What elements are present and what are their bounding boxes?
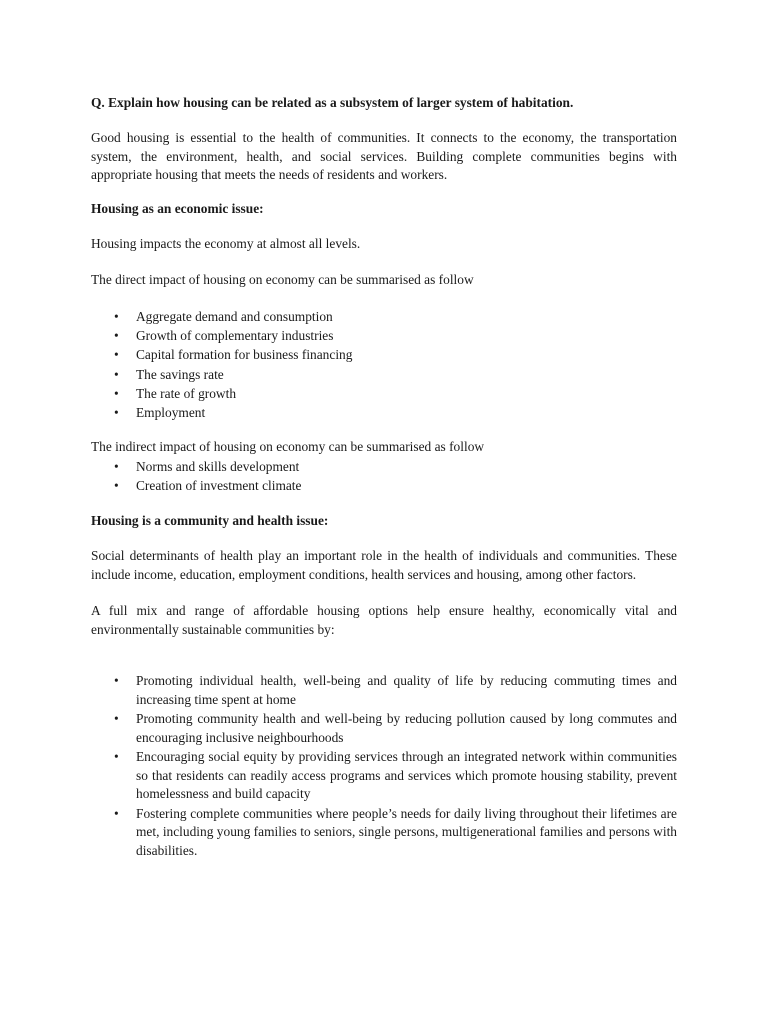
indirect-impact-list <box>91 457 677 495</box>
intro-paragraph: Good housing is essential to the health of communities. It connects to the economy, the transportation system, the environment, health, and social services. Building complete communities begins with appropriate housing that meets the needs of residents and workers. <box>91 130 677 182</box>
economic-paragraph-2: The direct impact of housing on economy can be summarised as follow <box>91 272 474 287</box>
list-item: • The rate of growth <box>91 384 677 403</box>
list-item: • Promoting community health and well-being by reducing pollution caused by long commutes and encouraging inclusive neighbourhoods <box>91 710 677 747</box>
health-paragraph-1: Social determinants of health play an important role in the health of individuals and communities. These include income, education, employment conditions, health services and housing, among other factors. <box>91 548 677 582</box>
economic-paragraph-3: The indirect impact of housing on economy can be summarised as follow <box>91 439 485 454</box>
list-item: • Growth of complementary industries <box>91 326 677 345</box>
question-heading: Q. Explain how housing can be related as a subsystem of larger system of habitation. <box>91 95 574 110</box>
health-paragraph-2: A full mix and range of affordable housing options help ensure healthy, economically vital and environmentally sustainable communities by: <box>91 603 677 637</box>
list-item: • Employment <box>91 403 677 422</box>
list-item: • Capital formation for business financing <box>91 345 677 364</box>
list-item: • Promoting individual health, well-being and quality of life by reducing commuting times and increasing time spent at home <box>91 672 677 709</box>
list-item: • Fostering complete communities where people’s needs for daily living throughout their lifetimes are met, including young families to seniors, single persons, multigenerational families and persons with disabilities. <box>91 805 677 861</box>
direct-impact-list <box>91 307 677 422</box>
health-benefits-list <box>91 672 677 861</box>
list-item: • Encouraging social equity by providing services through an integrated network within communities so that residents can readily access programs and services which promote housing stability, prevent homelessness and build capacity <box>91 748 677 804</box>
health-heading: Housing is a community and health issue: <box>91 513 329 528</box>
list-item: • Creation of investment climate <box>91 476 677 495</box>
list-item: • The savings rate <box>91 365 677 384</box>
economic-paragraph-1: Housing impacts the economy at almost all levels. <box>91 236 361 251</box>
economic-heading: Housing as an economic issue: <box>91 201 264 216</box>
list-item: • Norms and skills development <box>91 457 677 476</box>
list-item: • Aggregate demand and consumption <box>91 307 677 326</box>
